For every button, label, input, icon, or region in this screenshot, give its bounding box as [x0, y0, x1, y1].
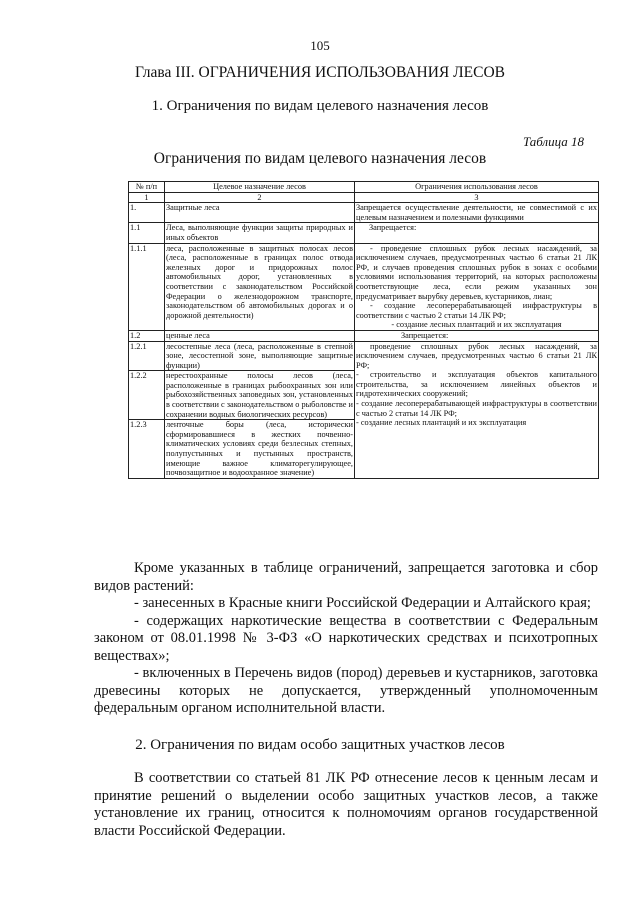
row-purpose: лесостепные леса (леса, расположенные в степной зоне, лесостепной зоне, выполняющие защитные функции)	[166, 341, 353, 370]
restrictions-table	[128, 181, 599, 479]
header-col-index: 3	[355, 192, 599, 203]
row-number: 1.1	[129, 223, 165, 243]
row-number: 1.1.1	[129, 243, 165, 330]
table-row	[129, 341, 599, 371]
header-purpose: Целевое назначение лесов	[165, 182, 355, 193]
restrictions-text	[94, 560, 598, 718]
row-number: 1.2	[129, 330, 165, 341]
row-restrictions: Запрещается:	[355, 223, 599, 243]
row-purpose: ценные леса	[165, 330, 355, 341]
row-restrictions: Запрещается осуществление деятельности, не совместимой с их целевым назначением и полезными функциями	[356, 203, 597, 222]
table-row	[129, 243, 599, 330]
list-item: - содержащих наркотические вещества в соответствии с Федеральным законом от 08.01.1998 № 3-ФЗ «О наркотических средствах и психотропных веществах»;	[94, 612, 598, 664]
restriction-line: - создание лесных плантаций и их эксплуатация	[391, 320, 562, 330]
row-restrictions: Запрещается:	[355, 330, 599, 341]
table-row	[129, 223, 599, 243]
final-text	[94, 770, 598, 840]
table-caption: Ограничения по видам целевого назначения лесов	[153, 150, 487, 167]
restriction-line: - создание лесных плантаций и их эксплуатация	[356, 418, 527, 428]
header-restrictions: Ограничения использования лесов	[355, 182, 599, 193]
row-purpose: леса, расположенные в защитных полосах лесов (леса, расположенные в границах полос отвода железных дорог и придорожных полос автомобильных дорог, установленных в соответствии с законодательством Российской Федерации о железнодорожном транспорте, законодательством об автомобильных дорогах и о дорожной деятельности)	[165, 243, 355, 330]
list-item: - включенных в Перечень видов (пород) деревьев и кустарников, заготовка древесины которых не допускается, утвержденный уполномоченным федеральным органом исполнительной власти.	[94, 665, 598, 716]
header-number: № п/п	[129, 182, 165, 193]
row-purpose: ленточные боры (леса, исторически сформировавшиеся в жестких почвенно-климатических условиях среди безлесных степных, полупустынных и пустынных пространств, имеющие важное климаторегулирующее, почвозащитное и водоохранное значение)	[166, 420, 353, 478]
row-restrictions	[355, 341, 599, 478]
row-purpose: Защитные леса	[165, 203, 355, 223]
table-row	[129, 203, 599, 223]
chapter-title: Глава III. ОГРАНИЧЕНИЯ ИСПОЛЬЗОВАНИЯ ЛЕСОВ	[135, 64, 505, 81]
restriction-line: - проведение сплошных рубок лесных насаждений, за исключением случаев, предусмотренных частью 6 статьи 21 ЛК РФ, и случаев проведения сплошных рубок в зонах с особыми условиями использования территорий, на которых расположены соответствующие леса, если режим указанных зон предусматривает вырубку деревьев, кустарников, лиан;	[356, 243, 597, 301]
row-purpose: нерестоохранные полосы лесов (леса, расположенные в границах рыбоохранных зон или рыбохозяйственных заповедных зон, установленных в соответствии с законодательством о рыболовстве и сохранении водных биологических ресурсов)	[166, 371, 353, 419]
restriction-line: - создание лесоперерабатывающей инфраструктуры в соответствии с частью 2 статьи 14 ЛК РФ;	[356, 301, 597, 320]
header-col-index: 2	[165, 192, 355, 203]
row-purpose: Леса, выполняющие функции защиты природных и иных объектов	[166, 223, 353, 242]
row-number: 1.2.2	[129, 371, 165, 420]
restriction-line: - создание лесоперерабатывающей инфраструктуры в соответствии с частью 2 статьи 14 ЛК РФ;	[356, 399, 597, 418]
header-col-index: 1	[129, 192, 165, 203]
section-title-2: 2. Ограничения по видам особо защитных участков лесов	[135, 737, 505, 753]
row-restrictions	[355, 243, 599, 330]
final-paragraph: В соответствии со статьей 81 ЛК РФ отнесение лесов к ценным лесам и принятие решений о выделении особо защитных участков лесов, а также установление их границ, относится к полномочиям органов государственной власти Российской Федерации.	[94, 770, 598, 839]
row-number: 1.2.3	[129, 420, 165, 479]
section-title-1: 1. Ограничения по видам целевого назначения лесов	[151, 98, 489, 114]
table-header-row	[129, 182, 599, 193]
table-header-numbers-row	[129, 192, 599, 203]
page-number: 105	[310, 38, 330, 53]
row-number: 1.2.1	[129, 341, 165, 371]
table-label: Таблица 18	[522, 134, 584, 149]
restriction-line: проведение сплошных рубок лесных насаждений, за исключением случаев, предусмотренных частью 6 статьи 21 ЛК РФ;	[356, 341, 597, 370]
row-number: 1.	[129, 203, 165, 223]
intro-paragraph: Кроме указанных в таблице ограничений, запрещается заготовка и сбор видов растений:	[94, 560, 598, 594]
restriction-line: - строительство и эксплуатация объектов капитального строительства, за исключением линейных объектов и гидротехнических сооружений;	[356, 370, 597, 399]
list-item: - занесенных в Красные книги Российской Федерации и Алтайского края;	[134, 595, 591, 611]
table-row	[129, 330, 599, 341]
